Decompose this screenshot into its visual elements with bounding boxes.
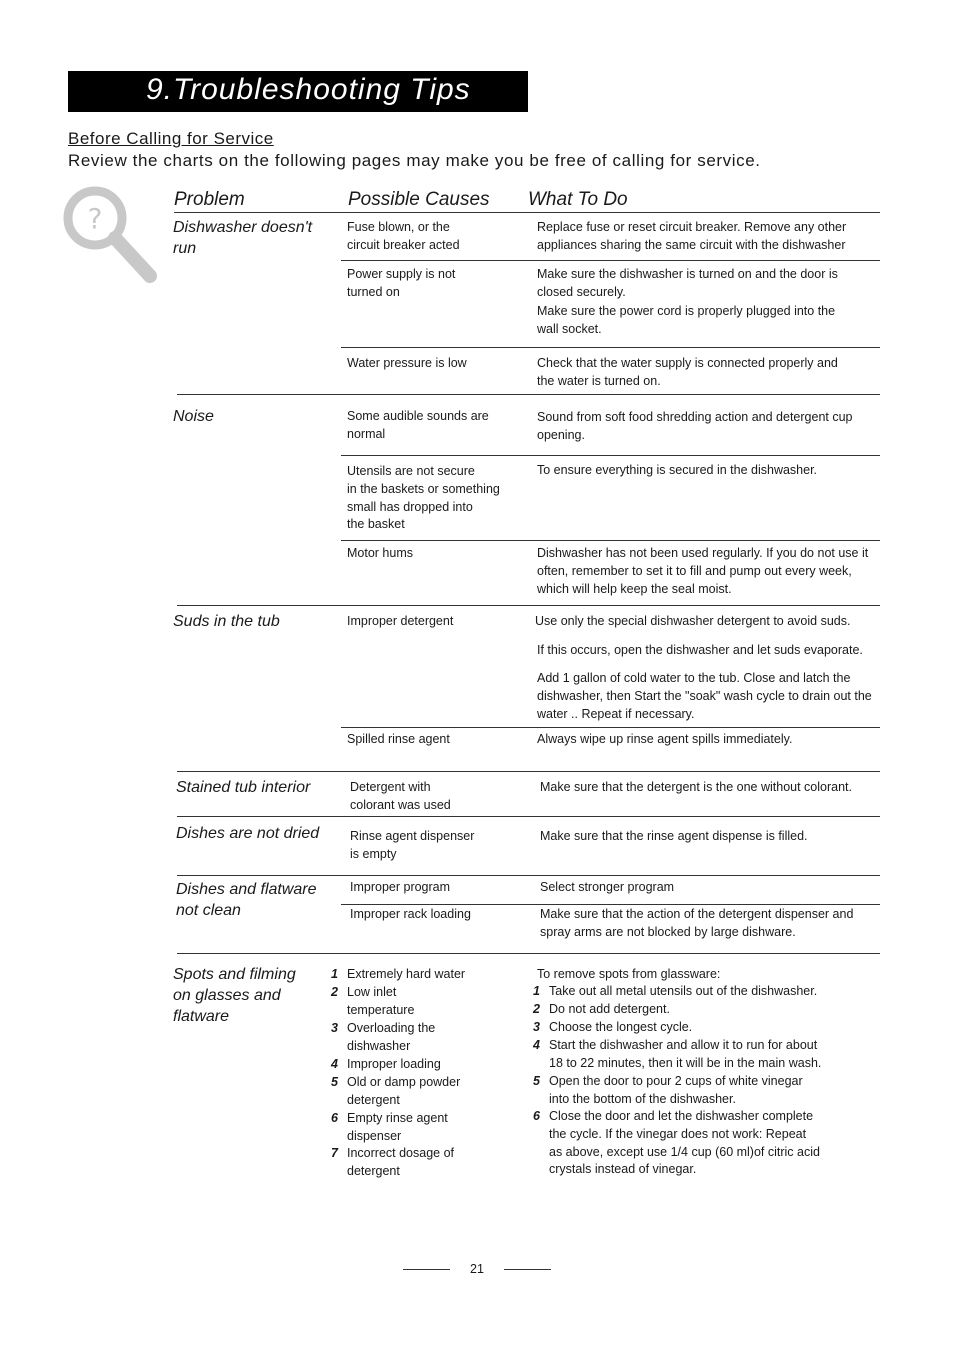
cause-number: 2 xyxy=(331,985,338,999)
problem-suds: Suds in the tub xyxy=(173,613,280,630)
cause-rack: Improper rack loading xyxy=(350,907,471,921)
cause-audible: Some audible sounds are normal xyxy=(347,409,489,441)
todo-detergent-2: If this occurs, open the dishwasher and let suds evaporate. xyxy=(537,643,863,657)
todo-motor: Dishwasher has not been used regularly. If you do not use it often, remember to set it to fill and pump out every week, which will help keep the seal moist. xyxy=(537,546,869,596)
cause-rinse: Spilled rinse agent xyxy=(347,732,450,746)
page-number: 21 xyxy=(470,1262,484,1276)
cause-number: 6 xyxy=(331,1111,338,1125)
intro-heading: Before Calling for Service xyxy=(68,129,274,148)
row-divider xyxy=(341,260,880,261)
spots-cause: Old or damp powder detergent xyxy=(347,1075,461,1107)
cause-number: 4 xyxy=(331,1057,338,1071)
todo-power-1: Make sure the dishwasher is turned on and the door is closed securely. xyxy=(537,267,838,299)
problem-spots: Spots and filming on glasses and flatware xyxy=(173,966,296,1025)
todo-dispenser: Make sure that the rinse agent dispense is filled. xyxy=(540,829,808,843)
section-divider xyxy=(177,953,880,954)
section-divider xyxy=(177,875,880,876)
row-divider xyxy=(341,347,880,348)
step-number: 1 xyxy=(533,984,540,998)
row-divider xyxy=(341,540,880,541)
magnifier-question-icon xyxy=(62,185,162,285)
spots-cause: Low inlet temperature xyxy=(347,985,415,1017)
spots-step: Close the door and let the dishwasher complete the cycle. If the vinegar does not work: Repeat as above, except use 1/4 cup (60 ml)of citric acid crystals instead of vinegar. xyxy=(549,1109,820,1177)
cause-dispenser: Rinse agent dispenser is empty xyxy=(350,829,475,861)
todo-detergent-3: Add 1 gallon of cold water to the tub. Close and latch the dishwasher, then Start the "soak" wash cycle to drain out the water .. Repeat if necessary. xyxy=(537,671,872,721)
step-number: 6 xyxy=(533,1109,540,1123)
section-divider xyxy=(177,394,880,395)
cause-power: Power supply is not turned on xyxy=(347,267,456,299)
cause-colorant: Detergent with colorant was used xyxy=(350,780,451,812)
problem-not-clean: Dishes and flatware not clean xyxy=(176,881,317,919)
section-divider xyxy=(177,771,880,772)
spots-step: Start the dishwasher and allow it to run for about 18 to 22 minutes, then it will be in the main wash. xyxy=(549,1038,822,1070)
cause-number: 5 xyxy=(331,1075,338,1089)
spots-step: Open the door to pour 2 cups of white vinegar into the bottom of the dishwasher. xyxy=(549,1074,803,1106)
header-rule xyxy=(174,212,880,213)
todo-colorant: Make sure that the detergent is the one without colorant. xyxy=(540,780,852,794)
todo-detergent-1: Use only the special dishwasher detergent to avoid suds. xyxy=(535,614,851,628)
todo-rinse: Always wipe up rinse agent spills immediately. xyxy=(537,732,793,746)
todo-program: Select stronger program xyxy=(540,880,675,894)
problem-not-dried: Dishes are not dried xyxy=(176,825,320,842)
todo-rack: Make sure that the action of the detergent dispenser and spray arms are not blocked by large dishware. xyxy=(540,907,854,939)
cause-water: Water pressure is low xyxy=(347,356,467,370)
cause-fuse: Fuse blown, or the circuit breaker acted xyxy=(347,220,460,252)
spots-step: Do not add detergent. xyxy=(549,1002,670,1016)
spots-step: Choose the longest cycle. xyxy=(549,1020,693,1034)
spots-cause: Incorrect dosage of detergent xyxy=(347,1146,455,1178)
spots-cause: Empty rinse agent dispenser xyxy=(347,1111,448,1143)
section-divider xyxy=(177,816,880,817)
step-number: 3 xyxy=(533,1020,540,1034)
spots-cause: Improper loading xyxy=(347,1057,441,1071)
page-title: 9.Troubleshooting Tips xyxy=(146,73,471,106)
row-divider xyxy=(341,904,880,905)
todo-audible: Sound from soft food shredding action and detergent cup opening. xyxy=(537,410,853,442)
cause-motor: Motor hums xyxy=(347,546,413,560)
cause-program: Improper program xyxy=(350,880,451,894)
row-divider xyxy=(341,455,880,456)
cause-utensils: Utensils are not secure in the baskets or something small has dropped into the basket xyxy=(347,464,500,532)
title-bar xyxy=(68,71,528,112)
todo-power-2: Make sure the power cord is properly plugged into the wall socket. xyxy=(537,304,836,336)
column-header-todo: What To Do xyxy=(528,189,628,210)
spots-cause: Overloading the dishwasher xyxy=(347,1021,436,1053)
problem-no-run: Dishwasher doesn't run xyxy=(173,219,313,257)
cause-number: 3 xyxy=(331,1021,338,1035)
row-divider xyxy=(341,727,880,728)
spots-step: Take out all metal utensils out of the dishwasher. xyxy=(549,984,818,998)
svg-text:?: ? xyxy=(87,202,103,235)
step-number: 4 xyxy=(533,1038,540,1052)
intro-text: Review the charts on the following pages may make you be free of calling for service. xyxy=(68,151,761,170)
step-number: 5 xyxy=(533,1074,540,1088)
cause-detergent: Improper detergent xyxy=(347,614,454,628)
column-header-causes: Possible Causes xyxy=(348,189,490,210)
page-number-rule-right xyxy=(504,1269,551,1270)
column-header-problem: Problem xyxy=(174,189,245,210)
cause-number: 7 xyxy=(331,1146,338,1160)
step-number: 2 xyxy=(533,1002,540,1016)
problem-stained: Stained tub interior xyxy=(176,779,311,796)
todo-utensils: To ensure everything is secured in the dishwasher. xyxy=(537,463,818,477)
spots-cause: Extremely hard water xyxy=(347,967,466,981)
section-divider xyxy=(177,605,880,606)
todo-fuse: Replace fuse or reset circuit breaker. Remove any other appliances sharing the same circuit with the dishwasher xyxy=(537,220,847,252)
cause-number: 1 xyxy=(331,967,338,981)
problem-noise: Noise xyxy=(173,408,214,425)
todo-water: Check that the water supply is connected properly and the water is turned on. xyxy=(537,356,838,388)
spots-intro: To remove spots from glassware: xyxy=(537,967,721,981)
